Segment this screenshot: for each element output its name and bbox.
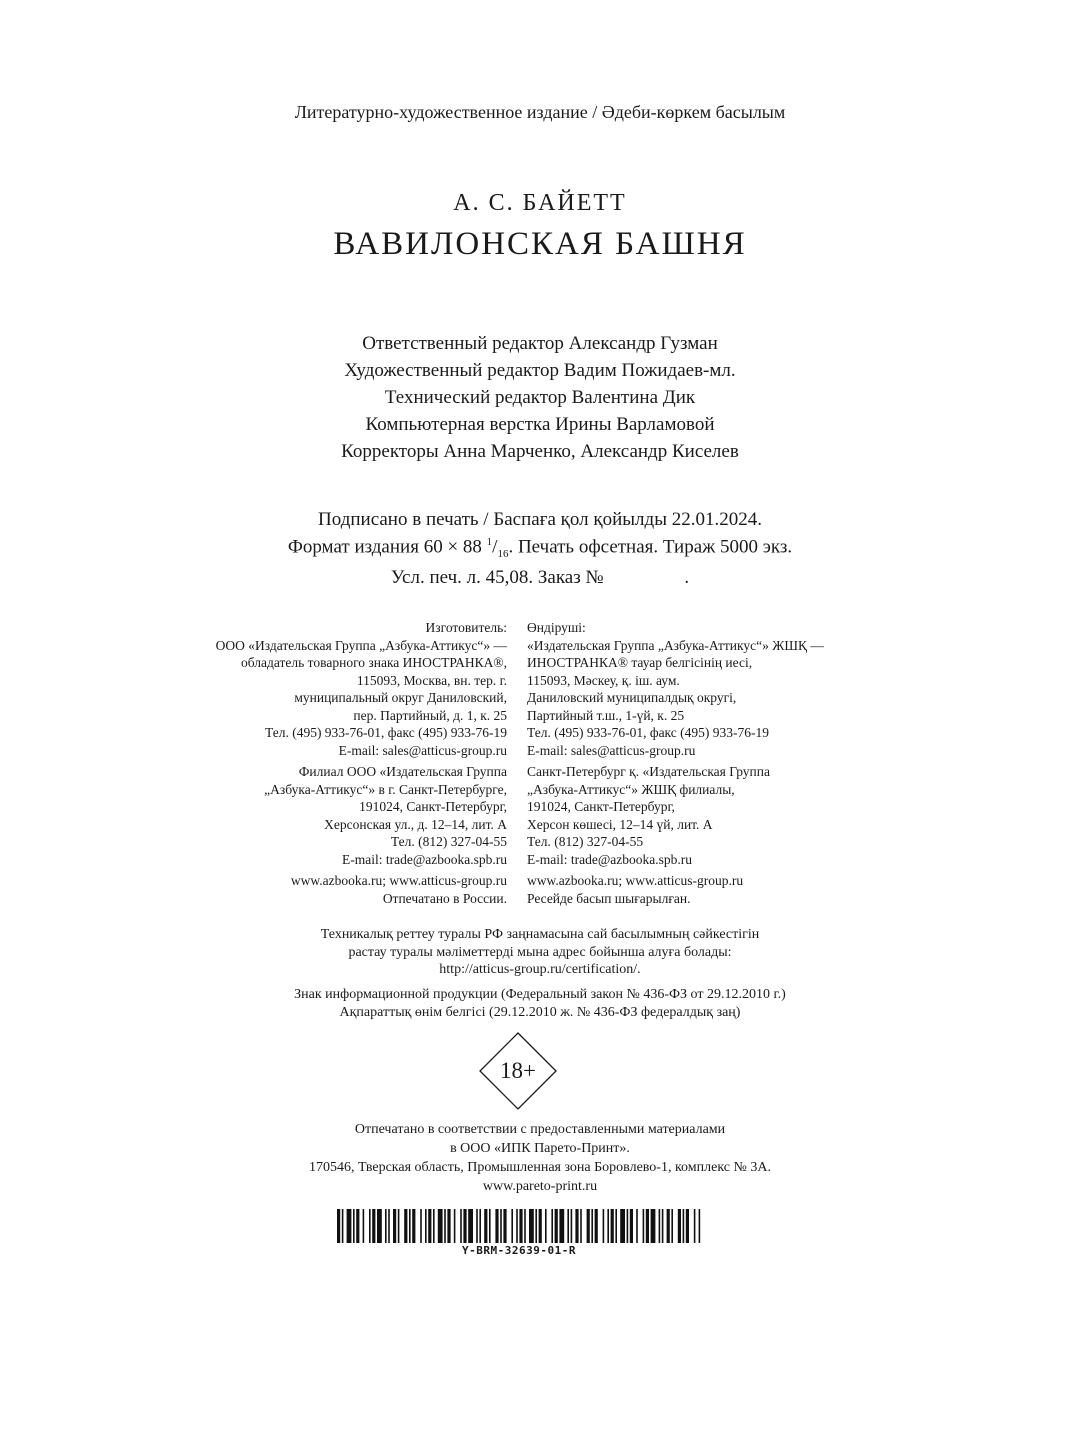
manufacturer-kz-line: Өндіруші: [527,620,586,635]
printer-line: www.pareto-print.ru [482,1179,598,1194]
web-ru-line: www.azbooka.ru; www.atticus-group.ru [290,873,507,888]
branch-ru [264,763,507,868]
web-kz [527,872,743,907]
certification-line: Техникалық реттеу туралы РФ заңнамасына сай басылымның сәйкестігін [320,927,760,942]
format-num: 1 [486,536,493,548]
credit-line: Ответственный редактор Александр Гузман [362,333,718,354]
order-line: Усл. печ. л. 45,08. Заказ № . [390,567,690,589]
printer-line: 170546, Тверская область, Промышленная зона Боровлево-1, комплекс № 3А. [309,1160,771,1175]
branch-kz-line: „Азбука-Аттикус“» ЖШҚ филиалы, [527,781,735,797]
web-kz-line: www.azbooka.ru; www.atticus-group.ru [527,873,744,888]
branch-kz-line: E-mail: trade@azbooka.spb.ru [527,851,692,867]
certification-line: растау туралы мәліметтерді мына адрес бойынша алуға болады: [348,944,732,960]
branch-kz [527,763,770,868]
info-mark-line: Ақпараттық өнім белгісі (29.12.2010 ж. № 436-ФЗ федералдық заң) [339,1004,741,1020]
web-ru [291,872,507,907]
branch-ru-line: 191024, Санкт-Петербург, [359,799,507,814]
format-prefix: Формат издания 60 × 88 [287,536,487,558]
printer-block [0,1120,1080,1196]
web-kz-line: Ресейде басып шығарылған. [527,890,691,906]
web-ru-line: Отпечатано в России. [382,890,507,906]
credits-block [0,330,1080,465]
manufacturer-ru-line: муниципальный округ Даниловский, [294,690,507,705]
credit-line: Технический редактор Валентина Дик [384,387,696,408]
format-suffix: . Печать офсетная. Тираж 5000 экз. [508,536,793,558]
manufacturer-ru-line: обладатель товарного знака ИНОСТРАНКА®, [241,655,507,670]
manufacturer-ru-line: E-mail: sales@atticus-group.ru [338,742,507,758]
manufacturer-kz-line: Даниловский муниципалдық округі, [527,690,737,705]
manufacturer-kz-line: ИНОСТРАНКА® тауар белгісінің иесі, [527,655,753,670]
branch-ru-line: E-mail: trade@azbooka.spb.ru [342,851,507,867]
branch-kz-line: Тел. (812) 327-04-55 [527,834,644,849]
manufacturer-ru-line: ООО «Издательская Группа „Азбука-Аттикус“» — [215,637,507,653]
manufacturer-kz-line: Партийный т.ш., 1-үй, к. 25 [527,707,685,723]
credit-line: Художественный редактор Вадим Пожидаев-мл. [344,360,736,381]
book-title: ВАВИЛОНСКАЯ БАШНЯ [333,226,747,262]
credit-line: Корректоры Анна Марченко, Александр Киселев [341,441,739,462]
branch-ru-line: Тел. (812) 327-04-55 [390,834,507,849]
branch-ru-line: Херсонская ул., д. 12–14, лит. А [324,816,507,832]
print-info-block [0,508,1080,589]
format-line: Формат издания 60 × 88 $^1/_{16}$. Печать офсетная. Тираж 5000 экз. [287,536,793,561]
info-mark-block [0,986,1080,1021]
manufacturer-ru-line: 115093, Москва, вн. тер. г. [356,672,507,688]
age-rating-badge [478,1031,558,1111]
age-rating-text: 18+ [500,1058,536,1083]
branch-kz-line: 191024, Санкт-Петербург, [527,799,675,814]
manufacturer-kz-line: «Издательская Группа „Азбука-Аттикус“» ЖШҚ — [527,637,824,653]
branch-kz-line: Херсон көшесі, 12–14 үй, лит. А [527,816,713,832]
manufacturer-ru-line: пер. Партийный, д. 1, к. 25 [353,707,507,723]
signed-line: Подписано в печать / Баспаға қол қойылды 22.01.2024. [318,509,762,530]
author-name: А. С. БАЙЕТТ [453,190,627,216]
manufacturer-kz-line: E-mail: sales@atticus-group.ru [527,742,696,758]
manufacturer-kz [527,619,824,759]
series-line: Литературно-художественное издание / Әдеби-көркем басылым [294,102,786,122]
barcode-icon [337,1209,701,1243]
manufacturer-ru-line: Тел. (495) 933-76-01, факс (495) 933-76-19 [264,725,507,740]
manufacturer-kz-line: 115093, Мәскеу, қ. іш. аум. [527,672,680,688]
branch-kz-line: Санкт-Петербург қ. «Издательская Группа [527,764,770,779]
info-mark-line: Знак информационной продукции (Федеральный закон № 436-ФЗ от 29.12.2010 г.) [294,987,786,1002]
branch-ru-line: Филиал ООО «Издательская Группа [298,764,507,779]
manufacturer-ru-line: Изготовитель: [425,620,507,635]
manufacturer-ru [216,619,507,759]
certification-block [0,926,1080,979]
printer-line: Отпечатано в соответствии с предоставленными материалами [354,1122,726,1137]
certification-line: http://atticus-group.ru/certification/. [439,962,641,977]
barcode-text: Y-BRM-32639-01-R [462,1244,576,1257]
format-den: 16 [497,548,509,561]
printer-line: в ООО «ИПК Парето-Принт». [450,1141,630,1156]
manufacturer-kz-line: Тел. (495) 933-76-01, факс (495) 933-76-19 [527,725,770,740]
branch-ru-line: „Азбука-Аттикус“» в г. Санкт-Петербурге, [264,781,507,797]
credit-line: Компьютерная верстка Ирины Варламовой [365,414,715,435]
